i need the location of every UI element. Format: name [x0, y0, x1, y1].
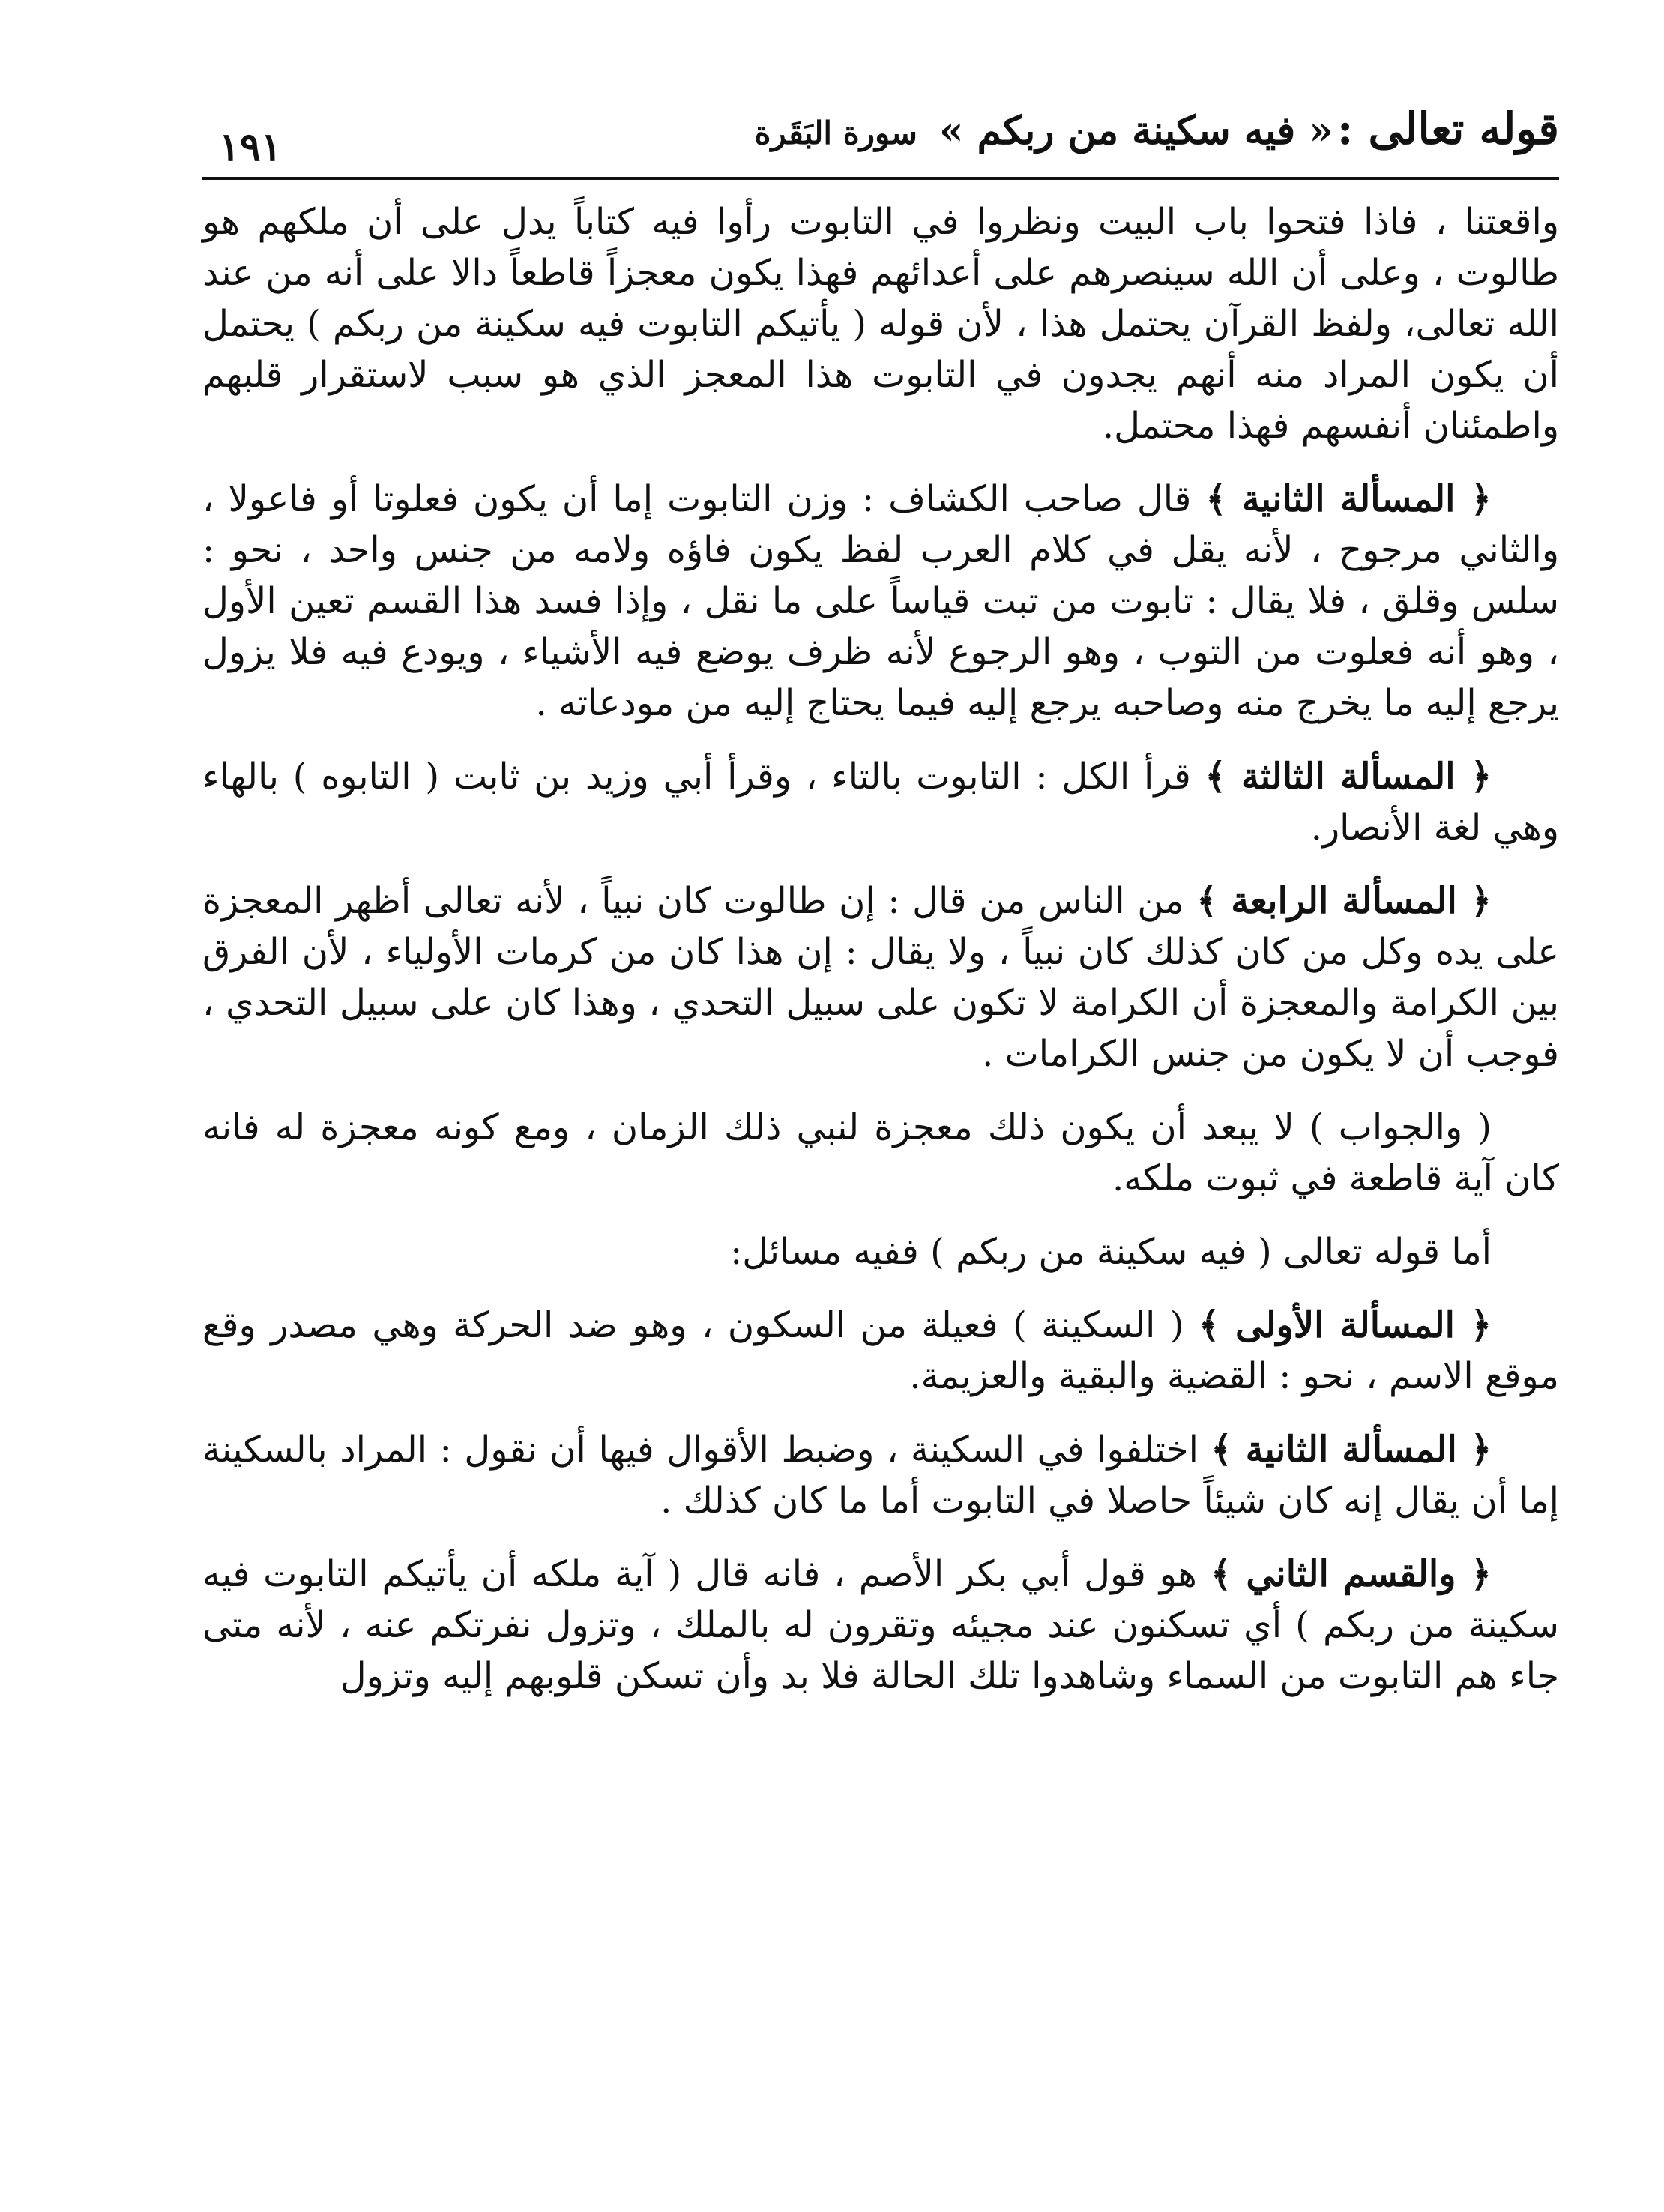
paragraph-7-text: ( السكينة ) فعيلة من السكون ، وهو ضد الحركة وهي مصدر وقع موقع الاسم ، نحو : القضية والبقية والعزيمة. [202, 1304, 1559, 1397]
paragraph-3 [202, 751, 1559, 853]
paragraph-6 [202, 1226, 1559, 1277]
paragraph-7-label: ﴿ المسألة الأولى ﴾ [1198, 1304, 1492, 1346]
paragraph-3-text: قرأ الكل : التابوت بالتاء ، وقرأ أبي وزيد بن ثابت ( التابوه ) بالهاء وهي لغة الأنصار. [202, 756, 1559, 849]
paragraph-8-label: ﴿ المسألة الثانية ﴾ [1211, 1429, 1492, 1471]
page-header [202, 97, 1559, 180]
paragraph-3-label: ﴿ المسألة الثالثة ﴾ [1205, 756, 1492, 798]
paragraph-4-label: ﴿ المسألة الرابعة ﴾ [1196, 880, 1492, 922]
paragraph-1 [202, 196, 1559, 451]
paragraph-2 [202, 474, 1559, 729]
paragraph-8 [202, 1424, 1559, 1526]
paragraph-9-label: ﴿ والقسم الثاني ﴾ [1210, 1553, 1492, 1595]
paragraph-5-text: ( والجواب ) لا يبعد أن يكون ذلك معجزة لنبي ذلك الزمان ، ومع كونه معجزة له فانه كان آية قاطعة في ثبوت ملكه. [202, 1106, 1559, 1199]
paragraph-9 [202, 1549, 1559, 1702]
paragraph-2-label: ﴿ المسألة الثانية ﴾ [1205, 478, 1492, 520]
header-rule [202, 177, 1559, 180]
paragraph-1-text: واقعتنا ، فاذا فتحوا باب البيت ونظروا في التابوت رأوا فيه كتاباً يدل على أن ملكهم هو طالوت ، وعلى أن الله سينصرهم على أعدائهم فهذا يكون معجزاً قاطعاً دالا على أنه من عند الله تعالى، ولفظ القرآن يحتمل هذا ، لأن قوله ( يأتيكم التابوت فيه سكينة من ربكم ) يحتمل أن يكون المراد منه أنهم يجدون في التابوت هذا المعجز الذي هو سبب لاستقرار قلبهم واطمئنان أنفسهم فهذا محتمل. [202, 201, 1559, 447]
body-text [202, 196, 1559, 1724]
paragraph-7 [202, 1300, 1559, 1402]
running-head-lead: قوله تعالى : [1336, 103, 1559, 154]
running-head [755, 103, 1559, 154]
running-head-quote: « فيه سكينة من ربكم » [939, 108, 1333, 154]
paragraph-2-text: قال صاحب الكشاف : وزن التابوت إما أن يكون فعلوتا أو فاعولا ، والثاني مرجوح ، لأنه يقل في كلام العرب لفظ يكون فاؤه ولامه من جنس واحد ، نحو : سلس وقلق ، فلا يقال : تابوت من تبت قياساً على ما نقل ، وإذا فسد هذا القسم تعين الأول ، وهو أنه فعلوت من التوب ، وهو الرجوع لأنه ظرف يوضع فيه الأشياء ، ويودع فيه فلا يزول يرجع إليه ما يخرج منه وصاحبه يرجع إليه فيما يحتاج إليه من مودعاته . [202, 478, 1560, 724]
paragraph-4-text: من الناس من قال : إن طالوت كان نبياً ، لأنه تعالى أظهر المعجزة على يده وكل من كان كذلك كان نبياً ، ولا يقال : إن هذا كان من كرمات الأولياء ، لأن الفرق بين الكرامة والمعجزة أن الكرامة لا تكون على سبيل التحدي ، وهذا كان على سبيل التحدي ، فوجب أن لا يكون من جنس الكرامات . [202, 880, 1560, 1075]
paragraph-5 [202, 1102, 1559, 1204]
surah-name: سورة البَقَرة [754, 115, 917, 151]
paragraph-6-text: أما قوله تعالى ( فيه سكينة من ربكم ) ففيه مسائل: [730, 1231, 1492, 1273]
paragraph-8-text: اختلفوا في السكينة ، وضبط الأقوال فيها أن نقول : المراد بالسكينة إما أن يقال إنه كان شيئاً حاصلا في التابوت أما ما كان كذلك . [202, 1429, 1559, 1522]
paragraph-4 [202, 876, 1559, 1079]
page-number: ١٩١ [219, 124, 282, 170]
paragraph-9-text: هو قول أبي بكر الأصم ، فانه قال ( آية ملكه أن يأتيكم التابوت فيه سكينة من ربكم ) أي تسكنون عند مجيئه وتقرون له بالملك ، وتزول نفرتكم عنه ، لأنه متى جاء هم التابوت من السماء وشاهدوا تلك الحالة فلا بد وأن تسكن قلوبهم إليه وتزول [202, 1553, 1560, 1697]
